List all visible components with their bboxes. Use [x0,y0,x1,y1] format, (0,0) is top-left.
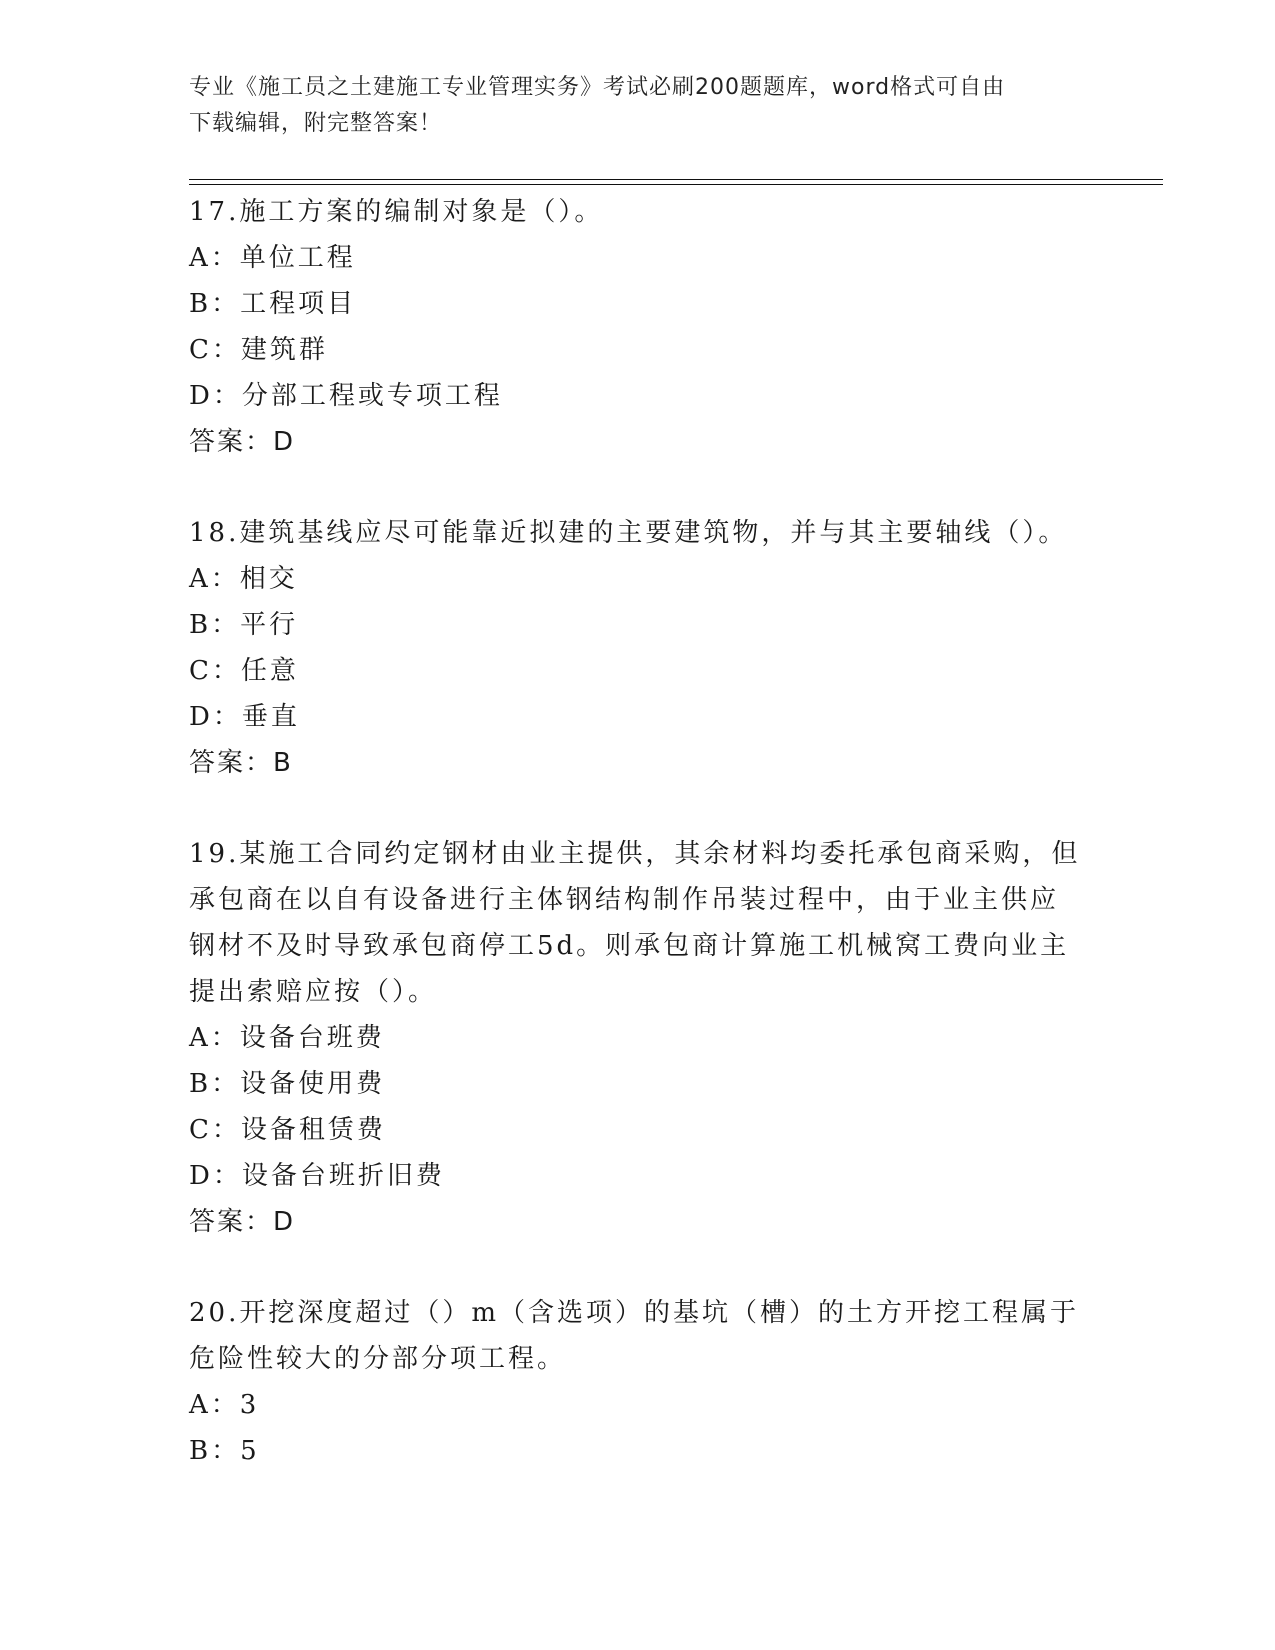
header-rule-bottom [189,184,1163,185]
header-line-1: 专业《施工员之土建施工专业管理实务》考试必刷200题题库，word格式可自由 [189,75,1006,100]
option-c: C：任意 [189,656,299,686]
option-d: D：垂直 [189,702,300,732]
answer: 答案：D [189,427,296,457]
option-a: A：设备台班费 [189,1023,385,1053]
question-stem-line-1: 19.某施工合同约定钢材由业主提供，其余材料均委托承包商采购，但 [189,839,1081,869]
answer: 答案：D [189,1207,296,1237]
question-19 [189,831,1089,1245]
option-b: B：设备使用费 [189,1069,386,1099]
question-17 [189,189,1089,465]
option-a: A：3 [189,1390,260,1420]
document-header [189,70,1079,142]
option-d: D：分部工程或专项工程 [189,381,503,411]
answer: 答案：B [189,748,293,778]
option-b: B：平行 [189,610,299,640]
question-18 [189,510,1089,786]
header-rule-top [189,179,1163,180]
option-b: B：工程项目 [189,289,357,319]
question-stem: 18.建筑基线应尽可能靠近拟建的主要建筑物，并与其主要轴线（）。 [189,518,1068,548]
option-b: B：5 [189,1436,260,1466]
option-c: C：建筑群 [189,335,328,365]
option-d: D：设备台班折旧费 [189,1161,445,1191]
question-stem-line-3: 钢材不及时导致承包商停工5d。则承包商计算施工机械窝工费向业主 [189,931,1070,961]
question-stem-line-2: 危险性较大的分部分项工程。 [189,1344,567,1374]
question-stem-line-2: 承包商在以自有设备进行主体钢结构制作吊装过程中，由于业主供应 [189,885,1060,915]
header-line-2: 下载编辑，附完整答案！ [189,111,443,136]
question-stem-line-1: 20.开挖深度超过（）m（含选项）的基坑（槽）的土方开挖工程属于 [189,1298,1080,1328]
option-c: C：设备租赁费 [189,1115,386,1145]
option-a: A：相交 [189,564,298,594]
question-list [189,189,1089,1519]
question-stem: 17.施工方案的编制对象是（）。 [189,197,604,227]
question-stem-line-4: 提出索赔应按（）。 [189,977,438,1007]
option-a: A：单位工程 [189,243,356,273]
question-20 [189,1290,1089,1474]
